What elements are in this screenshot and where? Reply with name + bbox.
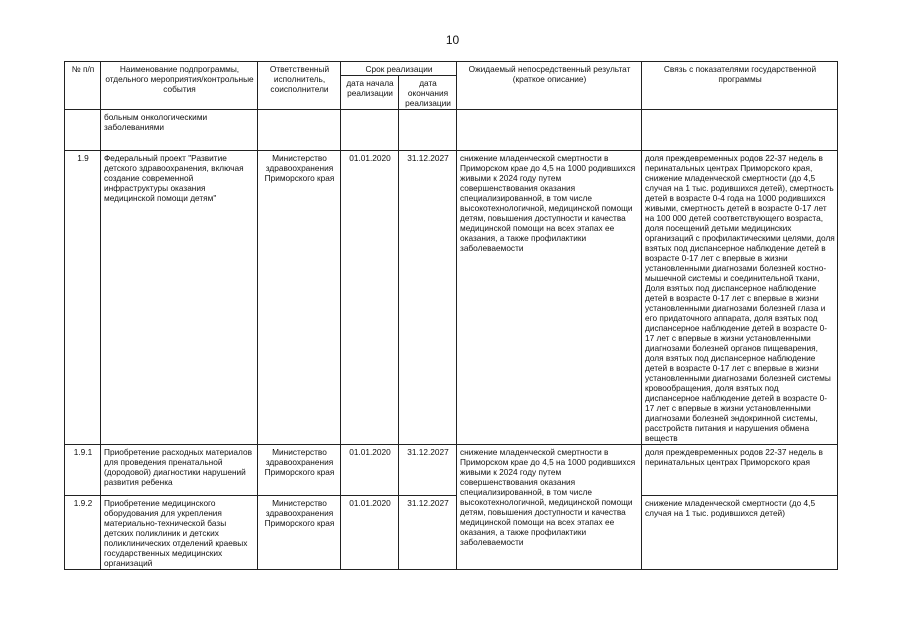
table-row <box>65 110 838 151</box>
header-link: Связь с показателями государственной программы <box>642 62 838 110</box>
row-start-date <box>341 110 399 151</box>
row-end-date: 31.12.2027 <box>399 496 457 570</box>
row-num <box>65 110 101 151</box>
row-link <box>642 110 838 151</box>
row-num: 1.9.2 <box>65 496 101 570</box>
header-num: № п/п <box>65 62 101 110</box>
row-responsible: Министерство здравоохранения Приморского края <box>258 496 341 570</box>
header-name: Наименование подпрограммы, отдельного мероприятия/контрольные события <box>101 62 258 110</box>
page-number: 10 <box>445 33 460 47</box>
header-end-date: дата окончания реализации <box>399 76 457 110</box>
header-start-date: дата начала реализации <box>341 76 399 110</box>
row-start-date: 01.01.2020 <box>341 496 399 570</box>
row-result: снижение младенческой смертности в Приморском крае до 4,5 на 1000 родившихся живыми к 2024 году путем совершенствования оказания специализированной, в том числе высокотехнологичной, медицинской помощи детям, повышения доступности и качества медицинской помощи на всех этапах ее оказания, а также профилактики заболеваемости <box>457 445 642 570</box>
row-name: Приобретение медицинского оборудования для укрепления материально-технической базы детских поликлиник и детских поликлинических отделений краевых государственных медицинских организаций <box>101 496 258 570</box>
row-link: доля преждевременных родов 22-37 недель в перинатальных центрах Приморского края, снижение младенческой смертности (до 4,5 случая на 1 тыс. родившихся детей), смертность детей в возрасте 0-4 года на 1000 родившихся живыми, смертность детей в возрасте 0-17 лет на 100 000 детей соответствующего возраста, доля посещений детьми медицинских организаций с профилактическими целями, доля взятых под диспансерное наблюдение детей в возрасте 0-17 лет с впервые в жизни установленными диагнозами болезней костно-мышечной системы и соединительной ткани, Доля взятых под диспансерное наблюдение детей в возрасте 0-17 лет с впервые в жизни установленными диагнозами болезней глаза и его придаточного аппарата, доля взятых под диспансерное наблюдение детей в возрасте 0-17 лет с впервые в жизни установленными диагнозами болезней органов пищеварения, доля взятых под диспансерное наблюдение детей в возрасте 0-17 лет с впервые в жизни установленными диагнозами болезней системы кровообращения, доля взятых под диспансерное наблюдение детей в возрасте 0-17 лет с впервые в жизни установленными диагнозами болезней эндокринной системы, расстройств питания и нарушения обмена веществ <box>642 151 838 445</box>
header-row <box>65 62 838 76</box>
row-end-date <box>399 110 457 151</box>
row-result: снижение младенческой смертности в Приморском крае до 4,5 на 1000 родившихся живыми к 2024 году путем совершенствования оказания специализированной, в том числе высокотехнологичной, медицинской помощи детям, повышения доступности и качества медицинской помощи на всех этапах ее оказания, а также профилактики заболеваемости <box>457 151 642 445</box>
row-name: Приобретение расходных материалов для проведения пренатальной (дородовой) диагностики нарушений развития ребенка <box>101 445 258 496</box>
table-row <box>65 445 838 496</box>
row-end-date: 31.12.2027 <box>399 445 457 496</box>
row-link: доля преждевременных родов 22-37 недель в перинатальных центрах Приморского края <box>642 445 838 496</box>
row-result <box>457 110 642 151</box>
header-period: Срок реализации <box>341 62 457 76</box>
row-end-date: 31.12.2027 <box>399 151 457 445</box>
row-num: 1.9 <box>65 151 101 445</box>
header-responsible: Ответственный исполнитель, соисполнители <box>258 62 341 110</box>
row-num: 1.9.1 <box>65 445 101 496</box>
row-name: больным онкологическими заболеваниями <box>101 110 258 151</box>
row-responsible: Министерство здравоохранения Приморского края <box>258 151 341 445</box>
header-result: Ожидаемый непосредственный результат (краткое описание) <box>457 62 642 110</box>
row-start-date: 01.01.2020 <box>341 151 399 445</box>
table-row <box>65 151 838 445</box>
row-name: Федеральный проект "Развитие детского здравоохранения, включая создание современной инфраструктуры оказания медицинской помощи детям" <box>101 151 258 445</box>
row-responsible: Министерство здравоохранения Приморского края <box>258 445 341 496</box>
row-start-date: 01.01.2020 <box>341 445 399 496</box>
table-row <box>65 496 838 570</box>
row-responsible <box>258 110 341 151</box>
row-link: снижение младенческой смертности (до 4,5 случая на 1 тыс. родившихся детей) <box>642 496 838 570</box>
program-table <box>64 61 838 570</box>
